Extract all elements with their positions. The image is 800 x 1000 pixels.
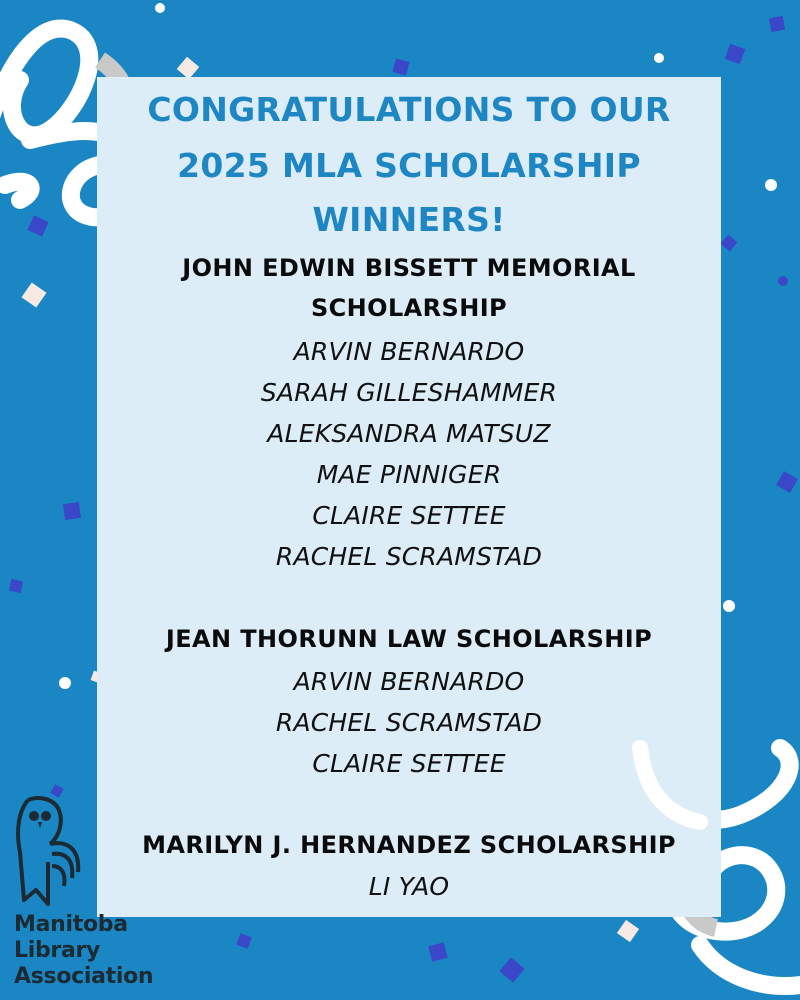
- winner-name: CLAIRE SETTEE: [312, 501, 506, 530]
- winner-name: ARVIN BERNARDO: [293, 667, 525, 696]
- headline-line-1: CONGRATULATIONS TO OUR: [147, 90, 671, 129]
- award-title: MARILYN J. HERNANDEZ SCHOLARSHIP: [142, 831, 676, 859]
- logo-text-line-3: Association: [14, 964, 154, 989]
- logo-text-line-2: Library: [14, 938, 101, 963]
- winner-name: LI YAO: [368, 872, 450, 901]
- logo-text-line-1: Manitoba: [14, 912, 128, 937]
- headline-line-3: WINNERS!: [312, 200, 506, 239]
- award-title: JEAN THORUNN LAW SCHOLARSHIP: [165, 625, 653, 653]
- winner-name: CLAIRE SETTEE: [312, 749, 506, 778]
- award-title: JOHN EDWIN BISSETT MEMORIAL: [182, 254, 636, 282]
- winner-name: ARVIN BERNARDO: [293, 337, 525, 366]
- owl-icon: [8, 792, 88, 910]
- headline-line-2: 2025 MLA SCHOLARSHIP: [177, 146, 641, 185]
- winner-name: RACHEL SCRAMSTAD: [275, 708, 543, 737]
- winner-name: MAE PINNIGER: [316, 460, 502, 489]
- winner-name: SARAH GILLESHAMMER: [260, 378, 558, 407]
- award-title-cont: SCHOLARSHIP: [310, 294, 508, 322]
- winner-name: RACHEL SCRAMSTAD: [275, 542, 543, 571]
- winner-name: ALEKSANDRA MATSUZ: [267, 419, 551, 448]
